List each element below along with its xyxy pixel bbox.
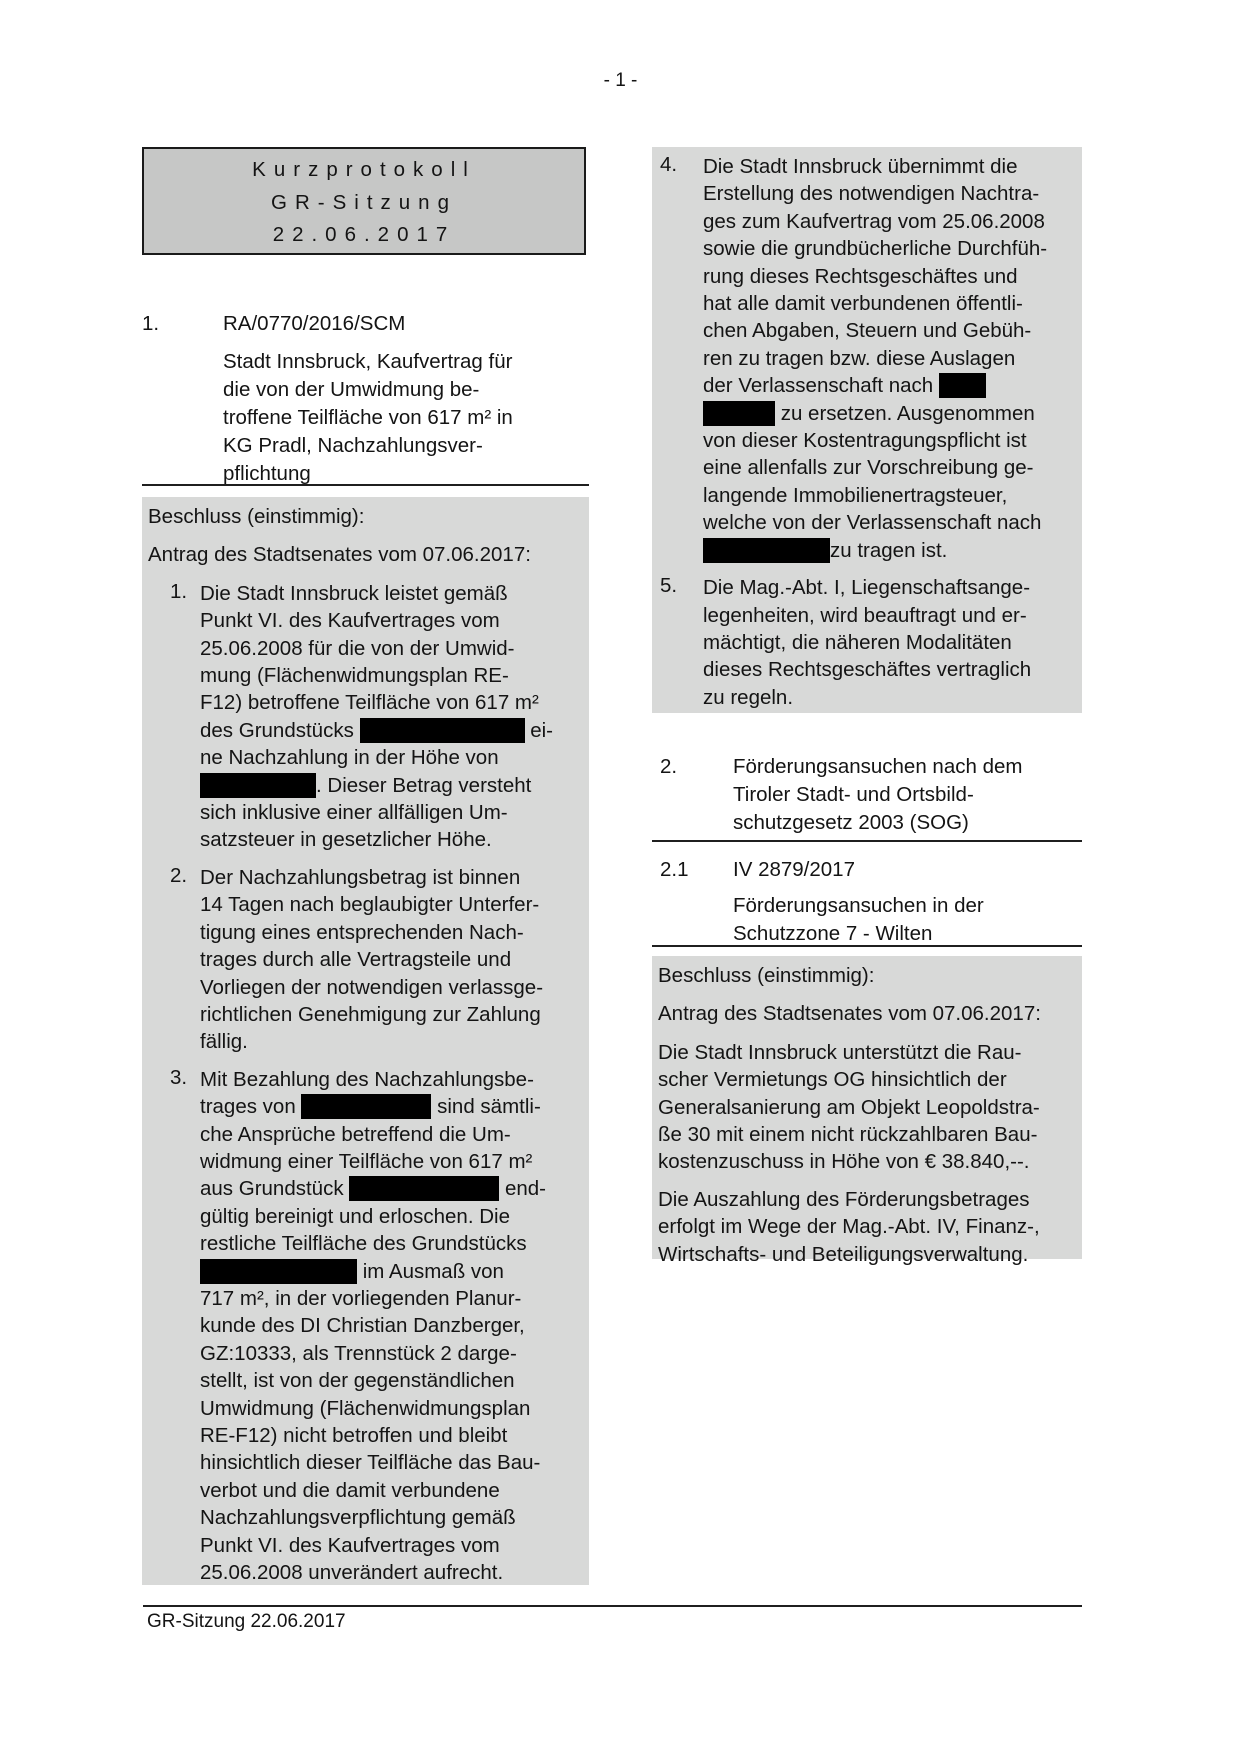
heading-rule <box>652 945 1082 947</box>
page-number: - 1 - <box>603 70 638 91</box>
decision-item-number: 2. <box>170 863 188 887</box>
decision-block-right-2 <box>652 956 1082 1266</box>
redaction-bar <box>939 373 986 398</box>
decision-item-3 <box>148 1066 585 1587</box>
redaction-bar <box>703 401 775 426</box>
decision-item-number: 4. <box>660 153 678 176</box>
decision-motion: Antrag des Stadtsenates vom 07.06.2017: <box>658 1002 1041 1026</box>
footer-text: GR-Sitzung 22.06.2017 <box>147 1611 346 1632</box>
redaction-bar <box>301 1094 431 1119</box>
agenda-item-number: 2.1 <box>660 858 689 881</box>
decision-item-text: Die Stadt Innsbruck leistet gemäß Punkt VI. des Kaufvertrages vom 25.06.2008 für die von der Umwid- mung (Flächenwidmungsplan RE- F12) betroffene Teilfläche von 617 m² des Grundstücks ei- ne Nachzahlung in der Höhe von . Dieser Betrag versteht sich inklusive einer allfälligen Um- satzsteuer in gesetzlicher Höhe. <box>200 581 553 852</box>
redaction-bar <box>360 718 525 743</box>
decision-item-number: 3. <box>170 1065 188 1089</box>
redaction-bar <box>200 1259 357 1284</box>
decision-item-5 <box>658 574 1078 711</box>
decision-item-text: Mit Bezahlung des Nachzahlungsbe- trages von sind sämtli- che Ansprüche betreffend die Um- widmung einer Teilfläche von 617 m² aus Grundstück end- gültig bereinigt und erloschen. Die restliche Teilfläche des Grundstücks im Ausmaß von 717 m², in der vorliegenden Planur- kunde des DI Christian Danzberger, GZ:10333, als Trennstück 2 darge- stellt, ist von der gegenständlichen Umwidmung (Flächenwidmungsplan RE-F12) nicht betroffen und bleibt hinsichtlich dieser Teilfläche das Bau- verbot und die damit verbundene Nachzahlungsverpflichtung gemäß Punkt VI. des Kaufvertrages vom 25.06.2008 unverändert aufrecht. <box>200 1067 546 1585</box>
agenda-item-2-1-title: Förderungsansuchen in der Schutzzone 7 - Wilten <box>733 894 984 945</box>
decision-item-4 <box>658 153 1078 564</box>
protocol-header-lines: Kurzprotokoll GR-Sitzung 22.06.2017 <box>252 158 476 246</box>
agenda-item-1-title: Stadt Innsbruck, Kaufvertrag für die von der Umwidmung be- troffene Teilfläche von 617 m² in KG Pradl, Nachzahlungsver- pflichtung <box>223 350 513 485</box>
agenda-item-number: 2. <box>660 755 678 778</box>
footer-rule <box>143 1605 1082 1607</box>
decision-label: Beschluss (einstimmig): <box>148 505 365 528</box>
redaction-bar <box>200 773 316 798</box>
agenda-item-2-title: Förderungsansuchen nach dem Tiroler Stadt- und Ortsbild- schutzgesetz 2003 (SOG) <box>733 755 1023 834</box>
decision-motion: Antrag des Stadtsenates vom 07.06.2017: <box>148 543 531 567</box>
decision-paragraphs: Die Stadt Innsbruck unterstützt die Rau- scher Vermietungs OG hinsichtlich der Generalsanierung am Objekt Leopoldstra- ße 30 mit einem nicht rückzahlbaren Bau- kostenzuschuss in Höhe von € 38.840,--. Die Auszahlung des Förderungsbetrages erfolgt im Wege der Mag.-Abt. IV, Finanz-, Wirtschafts- und Beteiligungsverwaltung. <box>658 1040 1040 1266</box>
decision-item-text: Die Mag.-Abt. I, Liegenschaftsange- legenheiten, wird beauftragt und er- mächtigt, die näheren Modalitäten dieses Rechtsgeschäftes vertraglich zu regeln. <box>703 576 1032 709</box>
agenda-item-code: IV 2879/2017 <box>733 858 855 881</box>
decision-block-right <box>652 147 1082 713</box>
agenda-item-number: 1. <box>142 312 160 335</box>
agenda-item-code: RA/0770/2016/SCM <box>223 312 406 335</box>
decision-item-2 <box>148 864 585 1056</box>
protocol-header-box <box>142 147 586 255</box>
heading-rule <box>652 840 1082 842</box>
decision-block-left <box>142 497 589 1585</box>
decision-item-1 <box>148 580 585 854</box>
decision-item-number: 1. <box>170 579 188 603</box>
decision-item-text: Der Nachzahlungsbetrag ist binnen 14 Tagen nach beglaubigter Unterfer- tigung eines entsprechenden Nach- trages durch alle Vertragsteile und Vorliegen der notwendigen verlassge- richtlichen Genehmigung zur Zahlung fällig. <box>200 865 544 1054</box>
decision-item-number: 5. <box>660 574 678 598</box>
decision-item-text: Die Stadt Innsbruck übernimmt die Erstellung des notwendigen Nachtra- ges zum Kaufvertrag vom 25.06.2008 sowie die grundbücherliche Durchfüh- rung dieses Rechtsgeschäftes und hat alle damit verbundenen öffentli- chen Abgaben, Steuern und Gebüh- ren zu tragen bzw. diese Auslagen der Verlassenschaft nach zu ersetzen. Ausgenommen von dieser Kostentragungspflicht ist eine allenfalls zur Vorschreibung ge- langende Immobilienertragsteuer, welche von der Verlassenschaft nach zu tragen ist. <box>703 155 1048 562</box>
decision-label: Beschluss (einstimmig): <box>658 964 875 987</box>
redaction-bar <box>349 1176 499 1201</box>
heading-rule <box>142 484 589 486</box>
redaction-bar <box>703 538 830 563</box>
